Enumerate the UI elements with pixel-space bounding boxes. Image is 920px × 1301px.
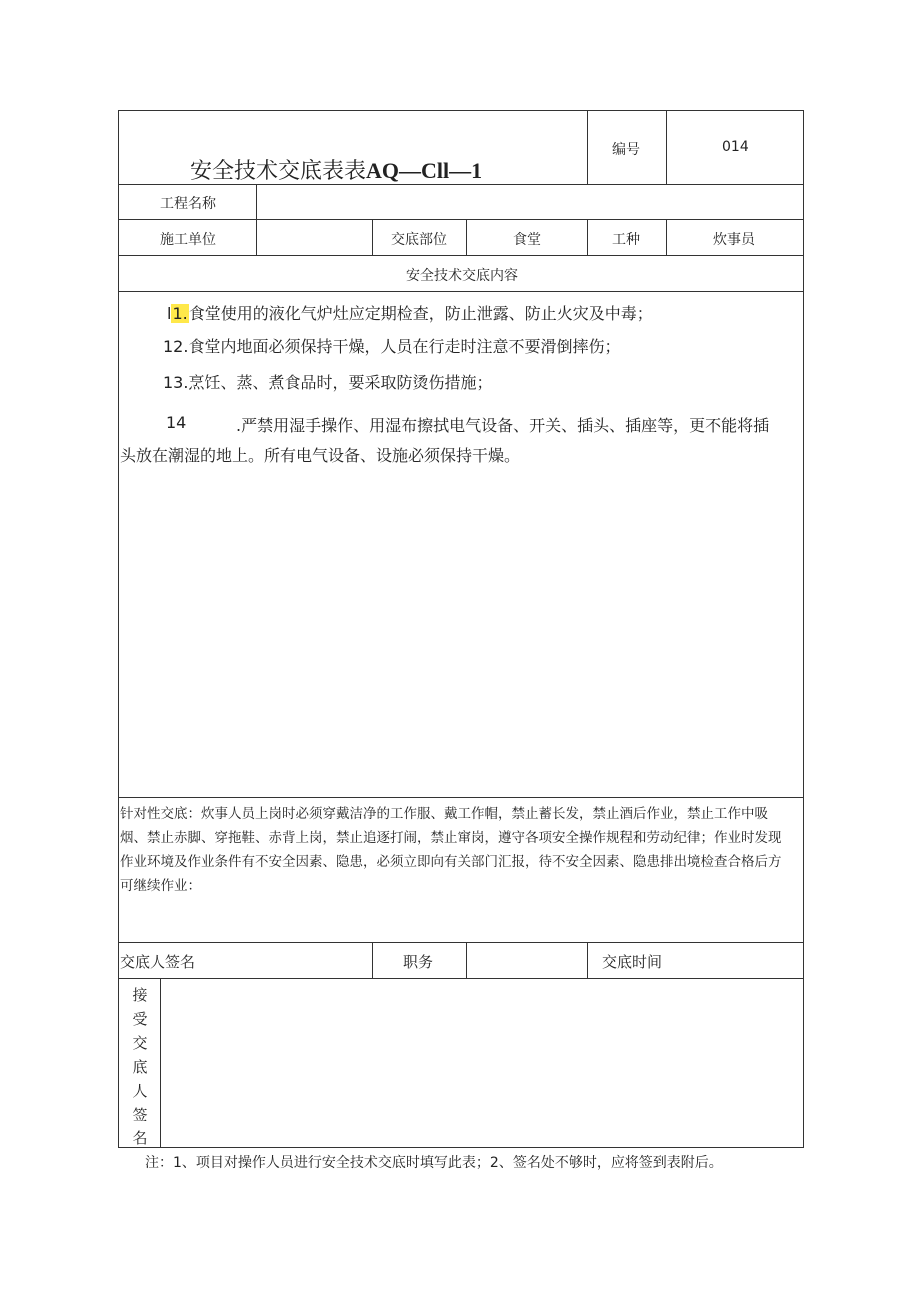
- receiver-label-char: 接: [132, 986, 148, 1004]
- rule: [587, 110, 588, 184]
- receiver-label-char: 名: [132, 1129, 148, 1147]
- rule: [587, 219, 588, 255]
- rule: [256, 184, 257, 219]
- content-item-2: 12.食堂内地面必须保持干燥，人员在行走时注意不要滑倒摔伤；: [163, 337, 621, 356]
- disclosure-time-label: 交底时间: [602, 953, 663, 971]
- work-type-value: 炊事员: [713, 232, 755, 248]
- rule: [372, 219, 373, 255]
- rule: [372, 942, 373, 978]
- targeted-line-2: 烟、禁止赤脚、穿拖鞋、赤背上岗，禁止追逐打闹，禁止窜岗，遵守各项安全操作规程和劳动纪律；作业时发现: [120, 830, 782, 846]
- section-heading: 安全技术交底内容: [406, 268, 518, 284]
- rule: [160, 978, 161, 1148]
- targeted-line-4: 可继续作业：: [120, 878, 201, 894]
- number-value: 014: [722, 139, 749, 155]
- item-text: 食堂使用的液化气炉灶应定期检查，防止泄露、防止火灾及中毒；: [188, 304, 653, 323]
- receiver-label-char: 受: [132, 1010, 148, 1028]
- content-item-4-line1: .严禁用湿手操作、用湿布擦拭电气设备、开关、插头、插座等，更不能将插: [236, 416, 770, 435]
- position-label: 职务: [403, 953, 434, 971]
- highlighted-number: 1.: [172, 304, 188, 323]
- rule: [666, 219, 667, 255]
- item-prefix: l: [167, 304, 172, 323]
- rule: [466, 219, 467, 255]
- rule: [118, 942, 804, 943]
- construction-unit-label: 施工单位: [160, 232, 216, 248]
- rule: [118, 978, 804, 979]
- footnote: 注：1、项目对操作人员进行安全技术交底时填写此表；2、签名处不够时，应将签到表附后。: [145, 1155, 723, 1171]
- rule: [466, 942, 467, 978]
- content-item-3: 13.烹饪、蒸、煮食品时，要采取防烫伤措施；: [163, 373, 493, 392]
- work-type-label: 工种: [612, 232, 640, 248]
- receiver-label-char: 底: [132, 1058, 148, 1076]
- project-name-label: 工程名称: [160, 196, 216, 212]
- discloser-signature-label: 交底人签名: [120, 953, 196, 971]
- content-item-4-line2: 头放在潮湿的地上。所有电气设备、设施必须保持干燥。: [120, 446, 521, 465]
- rule: [118, 255, 804, 256]
- rule: [118, 797, 804, 798]
- content-item-1: [167, 301, 653, 324]
- rule: [118, 219, 804, 220]
- number-label: 编号: [612, 142, 640, 158]
- rule: [118, 291, 804, 292]
- rule: [256, 219, 257, 255]
- content-item-4-number: 14: [166, 413, 187, 432]
- disclosure-location-label: 交底部位: [391, 232, 447, 248]
- disclosure-location-value: 食堂: [513, 232, 541, 248]
- title-code: AQ—Cll—1: [366, 158, 483, 183]
- rule: [587, 942, 588, 978]
- receiver-label-char: 签: [132, 1106, 148, 1124]
- receiver-label-char: 交: [132, 1034, 148, 1052]
- title-chinese: 安全技术交底表表: [190, 159, 367, 184]
- targeted-line-1: 针对性交底：炊事人员上岗时必须穿戴洁净的工作服、戴工作帽，禁止蓄长发，禁止酒后作业，禁止工作中吸: [120, 806, 768, 822]
- form-title: [190, 154, 482, 185]
- targeted-line-3: 作业环境及作业条件有不安全因素、隐患，必须立即向有关部门汇报，待不安全因素、隐患排出境检查合格后方: [120, 854, 782, 870]
- rule: [666, 110, 667, 184]
- receiver-label-char: 人: [132, 1082, 148, 1100]
